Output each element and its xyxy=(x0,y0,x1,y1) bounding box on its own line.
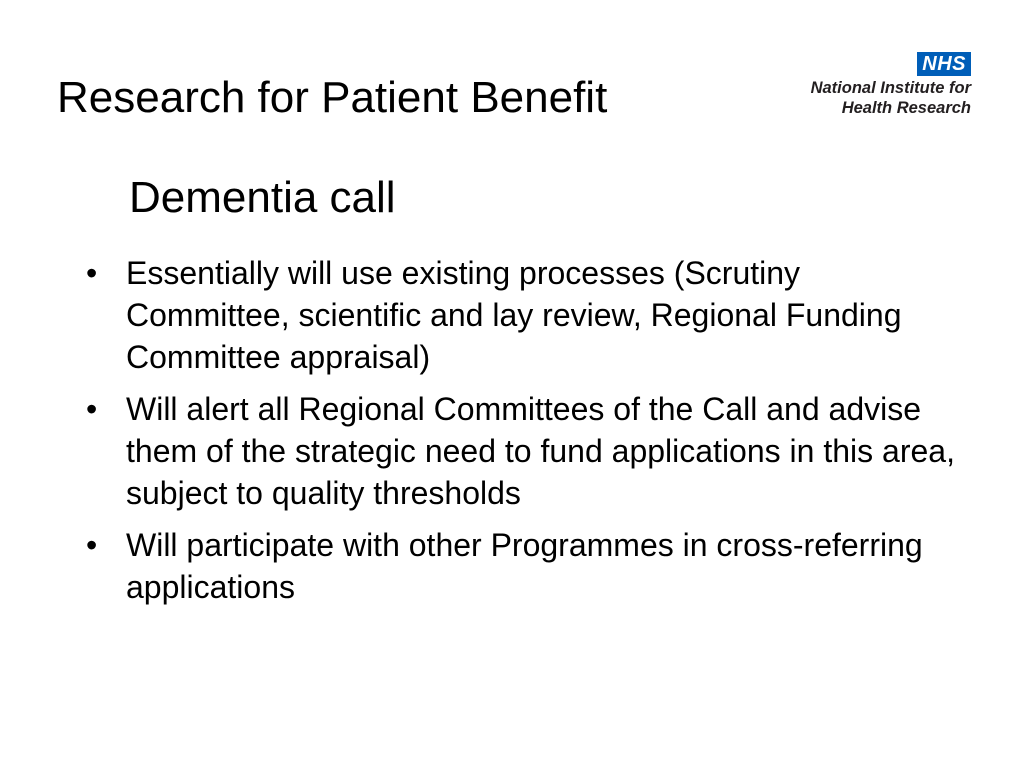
bullet-list xyxy=(84,252,964,618)
bullet-icon: • xyxy=(86,527,98,563)
bullet-item xyxy=(84,388,964,514)
bullet-icon: • xyxy=(86,255,98,291)
slide-title: Research for Patient Benefit xyxy=(57,73,608,122)
nihr-logo xyxy=(781,52,971,118)
bullet-item xyxy=(84,252,964,378)
bullet-text: Will alert all Regional Committees of the Call and advise them of the strategic need to fund applications in this area, subject to quality thresholds xyxy=(126,391,955,511)
bullet-text: Will participate with other Programmes in cross-referring applications xyxy=(126,527,923,605)
bullet-text: Essentially will use existing processes (Scrutiny Committee, scientific and lay review, Regional Funding Committee appraisal) xyxy=(126,255,902,375)
logo-line-2: Health Research xyxy=(841,99,971,117)
bullet-icon: • xyxy=(86,391,98,427)
logo-line-1: National Institute for xyxy=(810,79,971,97)
slide-subtitle: Dementia call xyxy=(129,173,396,222)
nhs-badge: NHS xyxy=(917,52,971,76)
bullet-item xyxy=(84,524,964,608)
